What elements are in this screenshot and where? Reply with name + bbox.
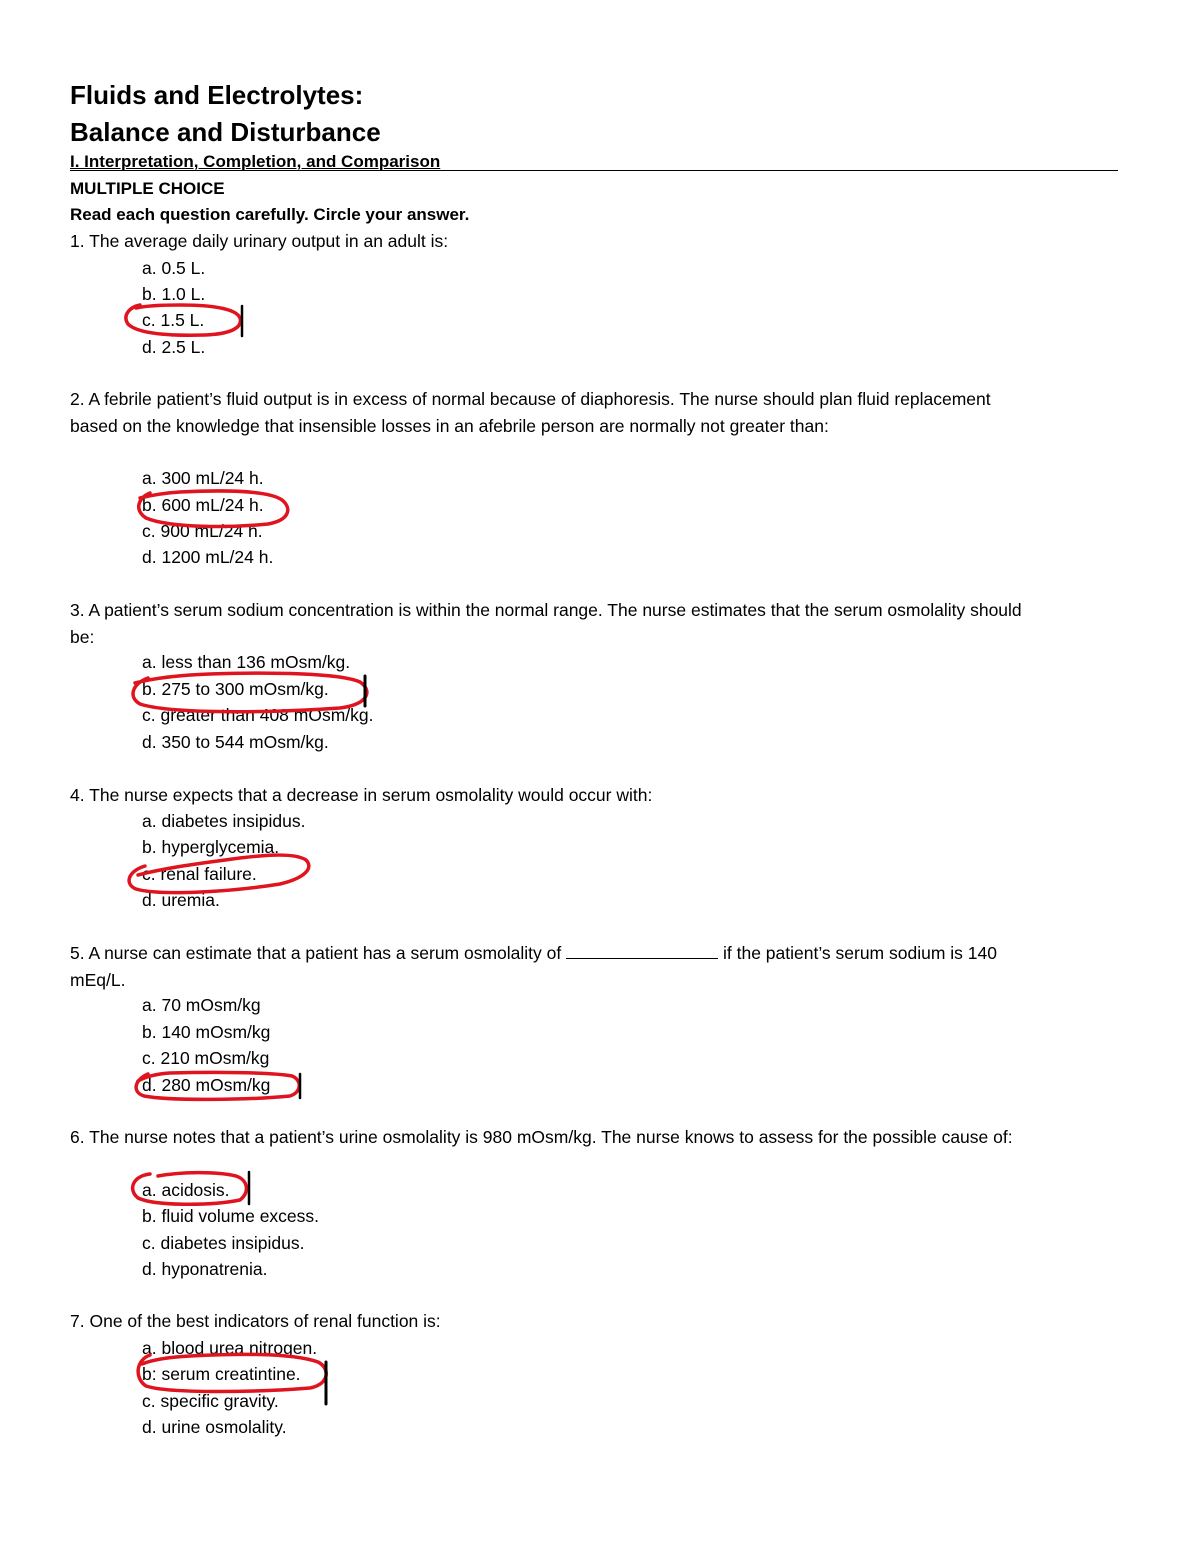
question-5-option-b[interactable]: b. 140 mOsm/kg	[142, 1022, 271, 1042]
question-2-option-c[interactable]: c. 900 mL/24 h.	[142, 521, 263, 541]
question-number: 1.	[70, 231, 85, 251]
question-6-option-c[interactable]: c. diabetes insipidus.	[142, 1233, 305, 1253]
question-text: A patient’s serum sodium concentration is within the normal range. The nurse estimates that the serum osmolality should be:	[70, 600, 1022, 647]
question-text: A febrile patient’s fluid output is in excess of normal because of diaphoresis. The nurse should plan fluid replacement based on the knowledge that insensible losses in an afebrile person are normally not greater than:	[70, 389, 991, 436]
multiple-choice-heading: MULTIPLE CHOICE	[70, 179, 225, 198]
question-2-stem	[70, 386, 1030, 439]
question-3-option-a[interactable]: a. less than 136 mOsm/kg.	[142, 652, 351, 672]
answer-blank	[566, 944, 718, 959]
section-heading-rule	[70, 170, 1118, 171]
question-7-stem	[70, 1308, 1030, 1335]
question-number: 6.	[70, 1127, 85, 1147]
document-title-line2: Balance and Disturbance	[70, 117, 381, 147]
question-text: The nurse expects that a decrease in serum osmolality would occur with:	[84, 785, 653, 805]
question-number: 4.	[70, 785, 85, 805]
question-number: 2.	[70, 389, 85, 409]
question-4-option-a[interactable]: a. diabetes insipidus.	[142, 811, 306, 831]
question-text: One of the best indicators of renal function is:	[84, 1311, 441, 1331]
question-text-after-blank: if the patient’s serum sodium is 140 mEq/L.	[70, 943, 997, 990]
question-1-option-b[interactable]: b. 1.0 L.	[142, 284, 206, 304]
question-number: 3.	[70, 600, 85, 620]
question-4-option-c[interactable]: c. renal failure.	[142, 864, 257, 884]
question-6-option-a[interactable]: a. acidosis.	[142, 1180, 230, 1200]
question-7-option-b[interactable]: b: serum creatintine.	[142, 1364, 301, 1384]
question-2-option-d[interactable]: d. 1200 mL/24 h.	[142, 547, 274, 567]
question-1-option-d[interactable]: d. 2.5 L.	[142, 337, 206, 357]
question-1-stem	[70, 228, 1030, 255]
question-5-option-d[interactable]: d. 280 mOsm/kg	[142, 1075, 271, 1095]
question-7-option-c[interactable]: c. specific gravity.	[142, 1391, 279, 1411]
question-4-option-d[interactable]: d. uremia.	[142, 890, 220, 910]
question-4-option-b[interactable]: b. hyperglycemia.	[142, 837, 280, 857]
question-3-option-c[interactable]: c. greater than 408 mOsm/kg.	[142, 705, 374, 725]
question-2-option-a[interactable]: a. 300 mL/24 h.	[142, 468, 264, 488]
question-1-option-c[interactable]: c. 1.5 L.	[142, 310, 205, 330]
question-7-option-a[interactable]: a. blood urea nitrogen.	[142, 1338, 318, 1358]
question-number: 5.	[70, 943, 85, 963]
question-7-option-d[interactable]: d. urine osmolality.	[142, 1417, 287, 1437]
question-3-stem	[70, 597, 1030, 650]
question-5-option-a[interactable]: a. 70 mOsm/kg	[142, 995, 261, 1015]
question-4-stem	[70, 782, 1030, 809]
question-1-option-a[interactable]: a. 0.5 L.	[142, 258, 206, 278]
question-text-before-blank: A nurse can estimate that a patient has a serum osmolality of	[84, 943, 567, 963]
question-2-option-b[interactable]: b. 600 mL/24 h.	[142, 495, 264, 515]
section-heading	[70, 150, 1118, 174]
question-3-option-b[interactable]: b. 275 to 300 mOsm/kg.	[142, 679, 329, 699]
question-5-option-c[interactable]: c. 210 mOsm/kg	[142, 1048, 270, 1068]
instructions: Read each question carefully. Circle your answer.	[70, 205, 470, 224]
question-6-option-d[interactable]: d. hyponatrenia.	[142, 1259, 268, 1279]
question-text: The nurse notes that a patient’s urine osmolality is 980 mOsm/kg. The nurse knows to assess for the possible cause of:	[84, 1127, 1013, 1147]
section-heading-text: I. Interpretation, Completion, and Comparison	[70, 152, 441, 171]
question-6-option-b[interactable]: b. fluid volume excess.	[142, 1206, 320, 1226]
question-6-stem	[70, 1124, 1030, 1151]
document-title-line1: Fluids and Electrolytes:	[70, 80, 364, 110]
question-5-stem	[70, 940, 1030, 993]
question-text: The average daily urinary output in an adult is:	[84, 231, 449, 251]
question-3-option-d[interactable]: d. 350 to 544 mOsm/kg.	[142, 732, 329, 752]
question-number: 7.	[70, 1311, 85, 1331]
